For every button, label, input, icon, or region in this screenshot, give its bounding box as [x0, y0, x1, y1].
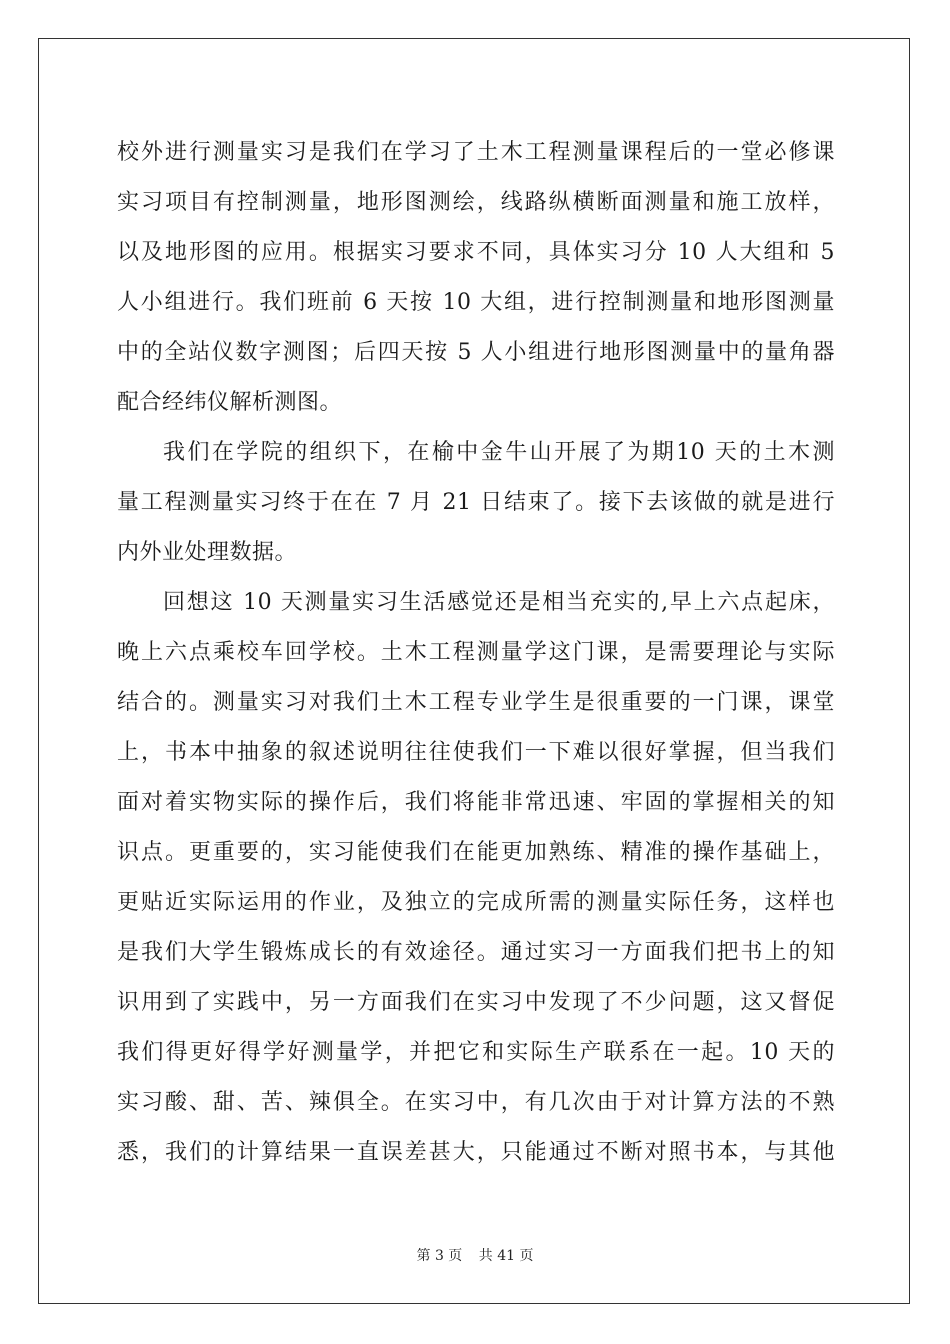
text-line: 实习酸、甜、苦、辣俱全。在实习中，有几次由于对计算方法的不熟: [117, 1090, 835, 1115]
text-line: 是我们大学生锻炼成长的有效途径。通过实习一方面我们把书上的知: [117, 940, 835, 965]
text-line: 校外进行测量实习是我们在学习了土木工程测量课程后的一堂必修课: [117, 140, 835, 165]
text-line: 悉，我们的计算结果一直误差甚大，只能通过不断对照书本，与其他: [117, 1140, 835, 1165]
text-line: 识用到了实践中，另一方面我们在实习中发现了不少问题，这又督促: [117, 990, 835, 1015]
page-total: 共 41 页: [478, 1248, 534, 1264]
text-line: 内外业处理数据。: [117, 540, 298, 565]
text-line: 我们在学院的组织下，在榆中金牛山开展了为期10 天的土木测: [163, 440, 835, 465]
text-line: 人小组进行。我们班前 6 天按 10 大组，进行控制测量和地形图测量: [117, 290, 835, 315]
text-line: 以及地形图的应用。根据实习要求不同，具体实习分 10 人大组和 5: [117, 240, 835, 265]
text-line: 晚上六点乘校车回学校。土木工程测量学这门课，是需要理论与实际: [117, 640, 835, 665]
text-line: 结合的。测量实习对我们土木工程专业学生是很重要的一门课，课堂: [117, 690, 835, 715]
text-line: 量工程测量实习终于在在 7 月 21 日结束了。接下去该做的就是进行: [117, 490, 835, 515]
document-body: [117, 128, 835, 1178]
text-line: 更贴近实际运用的作业，及独立的完成所需的测量实际任务，这样也: [117, 890, 835, 915]
text-line: 面对着实物实际的操作后，我们将能非常迅速、牢固的掌握相关的知: [117, 790, 835, 815]
text-line: 识点。更重要的，实习能使我们在能更加熟练、精准的操作基础上，: [117, 840, 835, 865]
text-line: 配合经纬仪解析测图。: [117, 390, 343, 415]
text-line: 回想这 10 天测量实习生活感觉还是相当充实的,早上六点起床，: [163, 590, 835, 615]
page-number: 第 3 页: [416, 1248, 463, 1264]
page-footer: [0, 1245, 950, 1265]
text-line: 实习项目有控制测量，地形图测绘，线路纵横断面测量和施工放样，: [117, 190, 835, 215]
text-line: 我们得更好得学好测量学，并把它和实际生产联系在一起。10 天的: [117, 1040, 835, 1065]
text-line: 中的全站仪数字测图；后四天按 5 人小组进行地形图测量中的量角器: [117, 340, 835, 365]
text-line: 上，书本中抽象的叙述说明往往使我们一下难以很好掌握，但当我们: [117, 740, 835, 765]
